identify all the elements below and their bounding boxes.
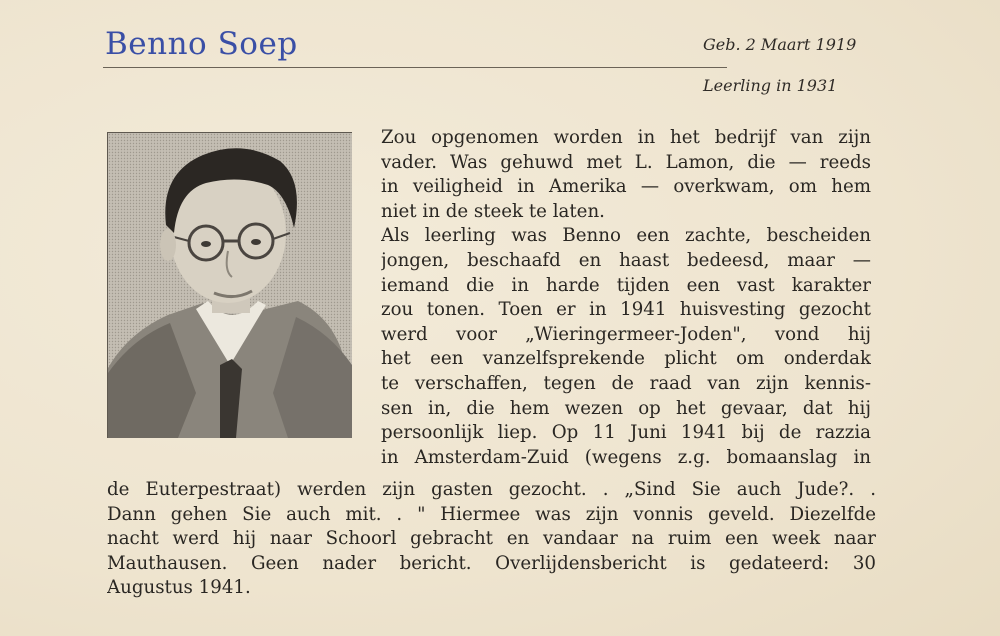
text-line: in Amsterdam-Zuid (wegens z.g. bomaanslag in	[381, 446, 871, 468]
text-line: nacht werd hij naar Schoorl gebracht en vandaar na ruim een week naar	[107, 528, 876, 550]
biography-text-column	[381, 126, 871, 470]
biography-text-full	[107, 478, 876, 601]
text-line: Dann gehen Sie auch mit. . " Hiermee was zijn vonnis geveld. Diezelfde	[107, 503, 876, 525]
title-rule	[103, 67, 727, 68]
text-line: niet in de steek te laten.	[381, 200, 605, 222]
text-line: in veiligheid in Amerika — overkwam, om hem	[381, 176, 871, 198]
text-line: Augustus 1941.	[107, 577, 251, 599]
pupil-year: Leerling in 1931	[703, 76, 838, 95]
text-line: jongen, beschaafd en haast bedeesd, maar —	[381, 249, 871, 271]
text-line: de Euterpestraat) werden zijn gasten gezocht. . „Sind Sie auch Jude?. .	[107, 479, 876, 500]
person-name: Benno Soep	[105, 26, 298, 62]
text-line: zou tonen. Toen er in 1941 huisvesting gezocht	[381, 299, 871, 321]
text-line: sen in, die hem wezen op het gevaar, dat hij	[381, 397, 871, 419]
text-line: vader. Was gehuwd met L. Lamon, die — reeds	[381, 151, 871, 173]
text-line: persoonlijk liep. Op 11 Juni 1941 bij de razzia	[381, 422, 871, 444]
birth-date: Geb. 2 Maart 1919	[703, 35, 857, 54]
text-line: Mauthausen. Geen nader bericht. Overlijdensbericht is gedateerd: 30	[107, 552, 876, 574]
portrait-photo	[107, 132, 352, 438]
text-line: te verschaffen, tegen de raad van zijn kennis-	[381, 372, 871, 394]
text-line: iemand die in harde tijden een vast karakter	[381, 274, 871, 296]
text-line: werd voor „Wieringermeer-Joden", vond hij	[381, 323, 871, 345]
text-line: Als leerling was Benno een zachte, bescheiden	[381, 225, 871, 247]
text-line: het een vanzelfsprekende plicht om onderdak	[381, 348, 871, 370]
text-line: Zou opgenomen worden in het bedrijf van zijn	[381, 127, 871, 148]
